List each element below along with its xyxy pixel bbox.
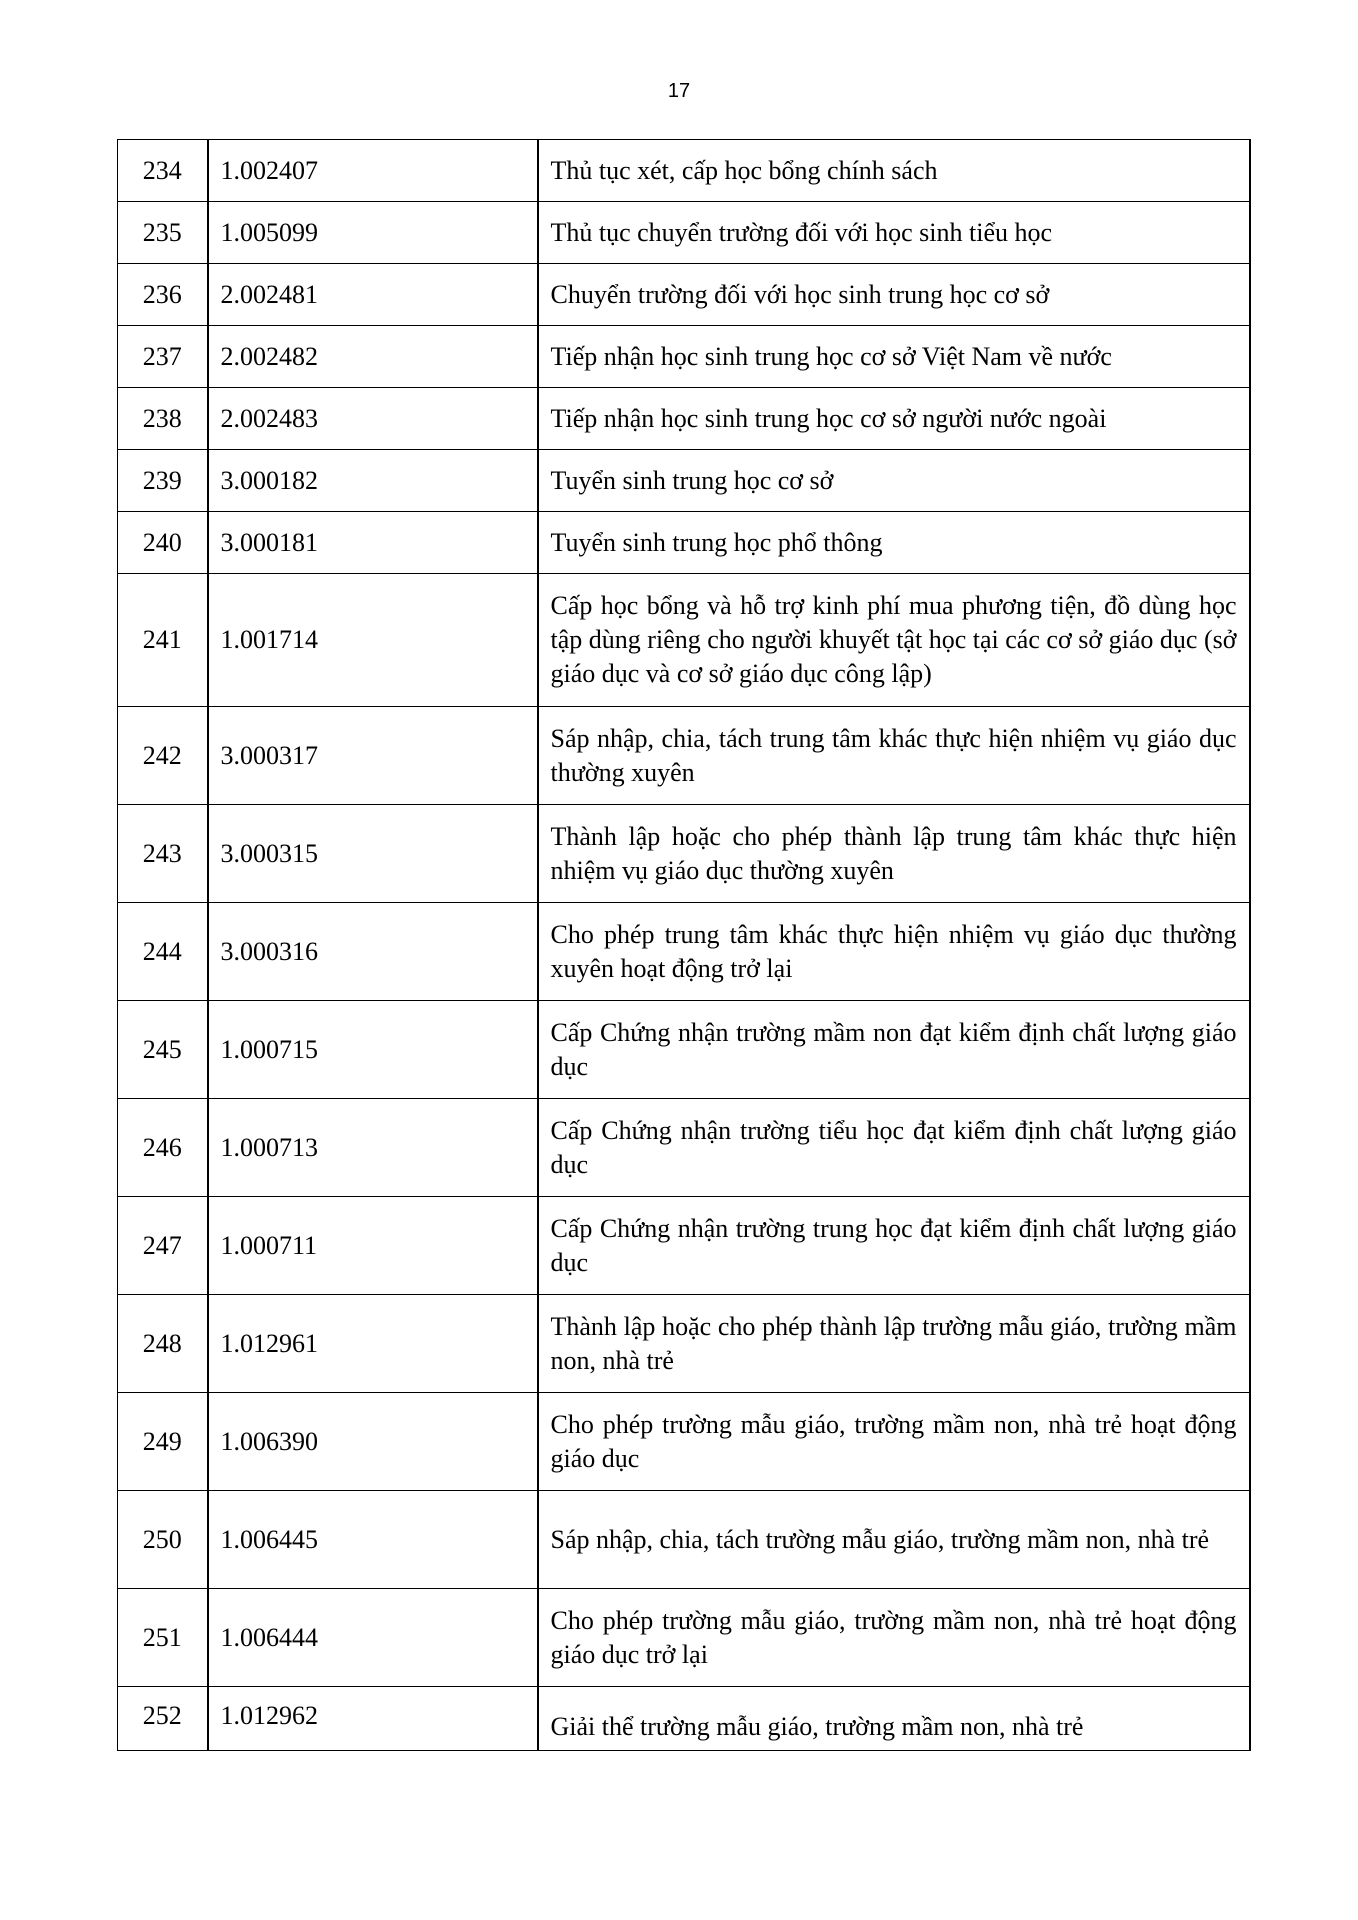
procedure-name-cell: Cấp Chứng nhận trường tiểu học đạt kiểm định chất lượng giáo dục [538,1099,1250,1197]
table-row [118,140,1250,202]
row-number-cell: 237 [118,326,208,388]
procedure-name-cell: Tiếp nhận học sinh trung học cơ sở người nước ngoài [538,388,1250,450]
row-number-cell: 249 [118,1393,208,1491]
row-number-cell: 239 [118,450,208,512]
row-number-cell: 245 [118,1001,208,1099]
procedure-code-cell: 1.012962 [208,1687,538,1751]
table-row [118,326,1250,388]
row-number-cell: 236 [118,264,208,326]
row-number-cell: 246 [118,1099,208,1197]
procedure-code-cell: 1.012961 [208,1295,538,1393]
procedure-code-cell: 3.000317 [208,707,538,805]
procedure-name-cell: Tuyển sinh trung học cơ sở [538,450,1250,512]
procedure-code-cell: 1.000713 [208,1099,538,1197]
procedure-name-cell: Thành lập hoặc cho phép thành lập trung tâm khác thực hiện nhiệm vụ giáo dục thường xuyên [538,805,1250,903]
procedure-code-cell: 3.000182 [208,450,538,512]
procedure-code-cell: 1.000715 [208,1001,538,1099]
row-number-cell: 235 [118,202,208,264]
procedure-code-cell: 1.000711 [208,1197,538,1295]
row-number-cell: 240 [118,512,208,574]
procedure-name-cell: Cấp học bổng và hỗ trợ kinh phí mua phương tiện, đồ dùng học tập dùng riêng cho người khuyết tật học tại các cơ sở giáo dục (sở giáo dục và cơ sở giáo dục công lập) [538,574,1250,707]
table-row [118,1099,1250,1197]
procedure-code-cell: 3.000315 [208,805,538,903]
table-row [118,388,1250,450]
procedure-code-cell: 2.002482 [208,326,538,388]
table-row [118,1001,1250,1099]
procedure-table-container [117,139,1249,1751]
table-row [118,1589,1250,1687]
procedure-name-cell: Chuyển trường đối với học sinh trung học cơ sở [538,264,1250,326]
procedure-code-cell: 1.005099 [208,202,538,264]
table-row [118,450,1250,512]
procedure-name-cell: Tiếp nhận học sinh trung học cơ sở Việt Nam về nước [538,326,1250,388]
row-number-cell: 241 [118,574,208,707]
procedure-code-cell: 2.002483 [208,388,538,450]
table-row [118,1197,1250,1295]
table-row [118,512,1250,574]
procedure-code-cell: 1.006445 [208,1491,538,1589]
procedure-name-cell: Thành lập hoặc cho phép thành lập trường mẫu giáo, trường mầm non, nhà trẻ [538,1295,1250,1393]
procedure-name-cell: Cho phép trung tâm khác thực hiện nhiệm vụ giáo dục thường xuyên hoạt động trở lại [538,903,1250,1001]
row-number-cell: 248 [118,1295,208,1393]
table-row [118,1295,1250,1393]
procedure-name-cell: Thủ tục xét, cấp học bổng chính sách [538,140,1250,202]
row-number-cell: 243 [118,805,208,903]
table-row [118,1393,1250,1491]
row-number-cell: 252 [118,1687,208,1751]
table-row [118,1491,1250,1589]
row-number-cell: 244 [118,903,208,1001]
table-row [118,202,1250,264]
procedure-code-cell: 3.000181 [208,512,538,574]
procedure-name-cell: Tuyển sinh trung học phổ thông [538,512,1250,574]
procedure-name-cell: Sáp nhập, chia, tách trung tâm khác thực hiện nhiệm vụ giáo dục thường xuyên [538,707,1250,805]
procedure-table [117,139,1251,1751]
row-number-cell: 251 [118,1589,208,1687]
table-row [118,264,1250,326]
table-row [118,707,1250,805]
procedure-name-cell: Cấp Chứng nhận trường trung học đạt kiểm định chất lượng giáo dục [538,1197,1250,1295]
procedure-code-cell: 1.001714 [208,574,538,707]
table-row [118,574,1250,707]
table-row [118,805,1250,903]
table-row [118,1687,1250,1751]
procedure-code-cell: 2.002481 [208,264,538,326]
procedure-code-cell: 1.002407 [208,140,538,202]
table-row [118,903,1250,1001]
row-number-cell: 234 [118,140,208,202]
row-number-cell: 250 [118,1491,208,1589]
row-number-cell: 242 [118,707,208,805]
procedure-name-cell: Thủ tục chuyển trường đối với học sinh tiểu học [538,202,1250,264]
procedure-name-cell: Cấp Chứng nhận trường mầm non đạt kiểm định chất lượng giáo dục [538,1001,1250,1099]
procedure-name-cell: Giải thể trường mẫu giáo, trường mầm non, nhà trẻ [538,1687,1250,1751]
row-number-cell: 238 [118,388,208,450]
row-number-cell: 247 [118,1197,208,1295]
procedure-name-cell: Cho phép trường mẫu giáo, trường mầm non, nhà trẻ hoạt động giáo dục trở lại [538,1589,1250,1687]
procedure-code-cell: 1.006390 [208,1393,538,1491]
procedure-code-cell: 3.000316 [208,903,538,1001]
procedure-table-body [118,140,1250,1751]
procedure-name-cell: Sáp nhập, chia, tách trường mẫu giáo, trường mầm non, nhà trẻ [538,1491,1250,1589]
page-number: 17 [667,80,691,102]
procedure-name-cell: Cho phép trường mẫu giáo, trường mầm non, nhà trẻ hoạt động giáo dục [538,1393,1250,1491]
procedure-code-cell: 1.006444 [208,1589,538,1687]
